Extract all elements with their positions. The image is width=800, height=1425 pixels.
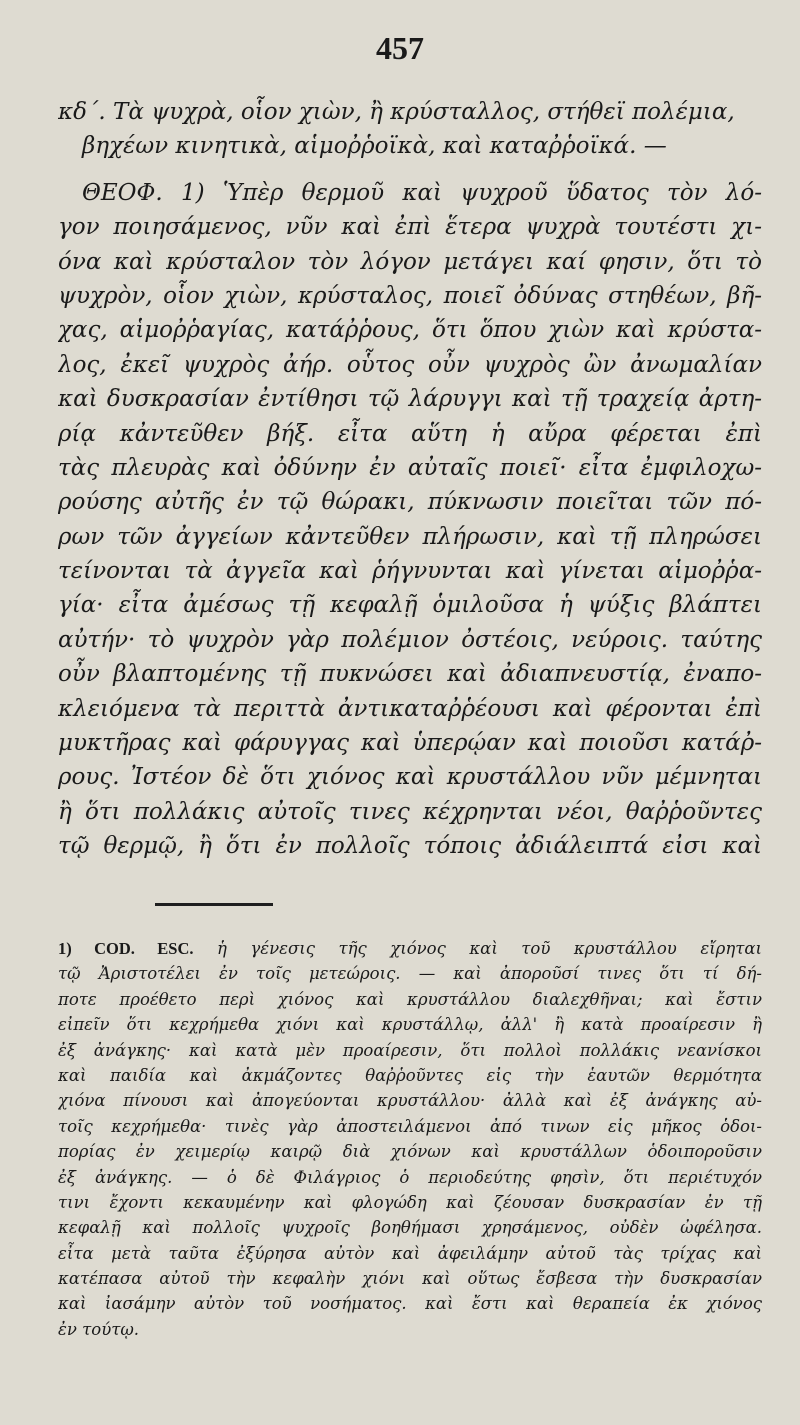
text-line: οὖν βλαπτομένης τῇ πυκνώσει καὶ ἀδιαπνευστίᾳ, ἐναπο-: [58, 661, 762, 688]
footnote-line: τῷ Ἀριστοτέλει ἐν τοῖς μετεώροις. — καὶ ἀποροῦσί τινες ὅτι τί δή-: [58, 964, 762, 984]
footnote-divider: [155, 903, 273, 906]
footnote-line: ἐξ ἀνάγκης· καὶ κατὰ μὲν προαίρεσιν, ὅτι πολλοὶ πολλάκις νεανίσκοι: [58, 1040, 762, 1060]
text-line: ρων τῶν ἀγγείων κἀντεῦθεν πλήρωσιν, καὶ τῇ πληρώσει: [58, 523, 762, 550]
footnote-line: καὶ ἰασάμην αὐτὸν τοῦ νοσήματος. καὶ ἔστι καὶ θεραπεία ἐκ χιόνος: [58, 1294, 762, 1314]
text-line: ρίᾳ κἀντεῦθεν βήξ. εἶτα αὕτη ἡ αὔρα φέρεται ἐπὶ: [58, 420, 762, 447]
footnote-line: τινι ἔχοντι κεκαυμένην καὶ φλογώδη καὶ ζέουσαν δυσκρασίαν ἐν τῇ: [58, 1192, 762, 1212]
text-line: γον ποιησάμενος, νῦν καὶ ἐπὶ ἕτερα ψυχρὰ τουτέστι χι-: [58, 214, 762, 241]
text-line: κδ΄. Τὰ ψυχρὰ, οἷον χιὼν, ἢ κρύσταλλος, στήθεϊ πολέμια,: [58, 99, 735, 125]
footnote-line: ποτε προέθετο περὶ χιόνος καὶ κρυστάλλου διαλεχθῆναι; καὶ ἔστιν: [58, 989, 762, 1009]
main-text: [58, 95, 762, 864]
footnote-line: ἐν τούτῳ.: [58, 1319, 140, 1339]
footnote-line: ἐξ ἀνάγκης. — ὁ δὲ Φιλάγριος ὁ περιοδεύτης φησὶν, ὅτι περιέτυχόν: [58, 1167, 762, 1187]
footnote-marker: 1) COD. ESC.: [58, 939, 194, 958]
text-line: βηχέων κινητικὰ, αἱμοῤῥοϊκὰ, καὶ καταῤῥοϊκά. —: [82, 133, 667, 160]
page-number: 457: [376, 30, 424, 66]
footnote-line: εἶτα μετὰ ταῦτα ἐξύρησα αὐτὸν καὶ ἀφειλάμην αὐτοῦ τὰς τρίχας καὶ: [58, 1243, 762, 1263]
footnote-line: πορίας ἐν χειμερίῳ καιρῷ διὰ χιόνων καὶ κρυστάλλων ὁδοιποροῦσιν: [58, 1142, 762, 1162]
footnote-line: κεφαλῇ καὶ πολλοῖς ψυχροῖς βοηθήμασι χρησάμενος, οὐδὲν ὠφέλησα.: [58, 1218, 762, 1238]
text-line: ρους. Ἰστέον δὲ ὅτι χιόνος καὶ κρυστάλλου νῦν μέμνηται: [58, 764, 762, 791]
footnote-line: χιόνα πίνουσι καὶ ἀπογεύονται κρυστάλλου· ἀλλὰ καὶ ἐξ ἀνάγκης αὐ-: [58, 1091, 762, 1111]
footnote-line: εἰπεῖν ὅτι κεχρήμεθα χιόνι καὶ κρυστάλλῳ, ἀλλ' ἢ κατὰ προαίρεσιν ἢ: [58, 1015, 762, 1035]
footnote: [58, 936, 762, 1342]
text-line: κλειόμενα τὰ περιττὰ ἀντικαταῤῥέουσι καὶ φέρονται ἐπὶ: [58, 695, 762, 722]
text-line: ρούσης αὐτῆς ἐν τῷ θώρακι, πύκνωσιν ποιεῖται τῶν πό-: [58, 489, 762, 516]
text-line: χας, αἱμοῤῥαγίας, κατάῤῥους, ὅτι ὅπου χιὼν καὶ κρύστα-: [58, 317, 762, 344]
text-line: όνα καὶ κρύσταλον τὸν λόγον μετάγει καί φησιν, ὅτι τὸ: [58, 248, 762, 275]
text-line: ΘΕΟΦ. 1) Ὑπὲρ θερμοῦ καὶ ψυχροῦ ὕδατος τὸν λό-: [82, 179, 762, 206]
text-line: τείνονται τὰ ἀγγεῖα καὶ ῥήγνυνται καὶ γίνεται αἱμοῤῥα-: [58, 558, 762, 585]
text-line: τῷ θερμῷ, ἢ ὅτι ἐν πολλοῖς τόποις ἀδιάλειπτά εἰσι καὶ: [58, 833, 762, 860]
footnote-line: [58, 936, 762, 961]
text-line: καὶ δυσκρασίαν ἐντίθησι τῷ λάρυγγι καὶ τῇ τραχείᾳ ἀρτη-: [58, 386, 762, 413]
footnote-line: κατέπασα αὐτοῦ τὴν κεφαλὴν χιόνι καὶ οὕτως ἔσβεσα τὴν δυσκρασίαν: [58, 1269, 762, 1289]
text-line: τὰς πλευρὰς καὶ ὀδύνην ἐν αὐταῖς ποιεῖ· εἶτα ἐμφιλοχω-: [58, 454, 762, 481]
text-line: ἢ ὅτι πολλάκις αὐτοῖς τινες κέχρηνται νέοι, θαῤῥοῦντες: [58, 798, 762, 825]
footnote-line: καὶ παιδία καὶ ἀκμάζοντες θαῤῥοῦντες εἰς τὴν ἑαυτῶν θερμότητα: [58, 1065, 762, 1085]
text-line: αὐτήν· τὸ ψυχρὸν γὰρ πολέμιον ὀστέοις, νεύροις. ταύτης: [58, 626, 762, 653]
footnote-text: ἡ γένεσις τῆς χιόνος καὶ τοῦ κρυστάλλου εἴρηται: [217, 939, 762, 958]
text-line: γία· εἶτα ἀμέσως τῇ κεφαλῇ ὁμιλοῦσα ἡ ψύξις βλάπτει: [58, 592, 762, 619]
text-line: ψυχρὸν, οἷον χιὼν, κρύσταλος, ποιεῖ ὀδύνας στηθέων, βῆ-: [58, 282, 762, 309]
footnote-line: τοῖς κεχρήμεθα· τινὲς γὰρ ἀποστειλάμενοι ἀπό τινων εἰς μῆκος ὁδοι-: [58, 1116, 762, 1136]
text-line: λος, ἐκεῖ ψυχρὸς ἀήρ. οὗτος οὖν ψυχρὸς ὢν ἀνωμαλίαν: [58, 351, 762, 378]
text-line: μυκτῆρας καὶ φάρυγγας καὶ ὑπερῴαν καὶ ποιοῦσι κατάῤ-: [58, 730, 762, 757]
